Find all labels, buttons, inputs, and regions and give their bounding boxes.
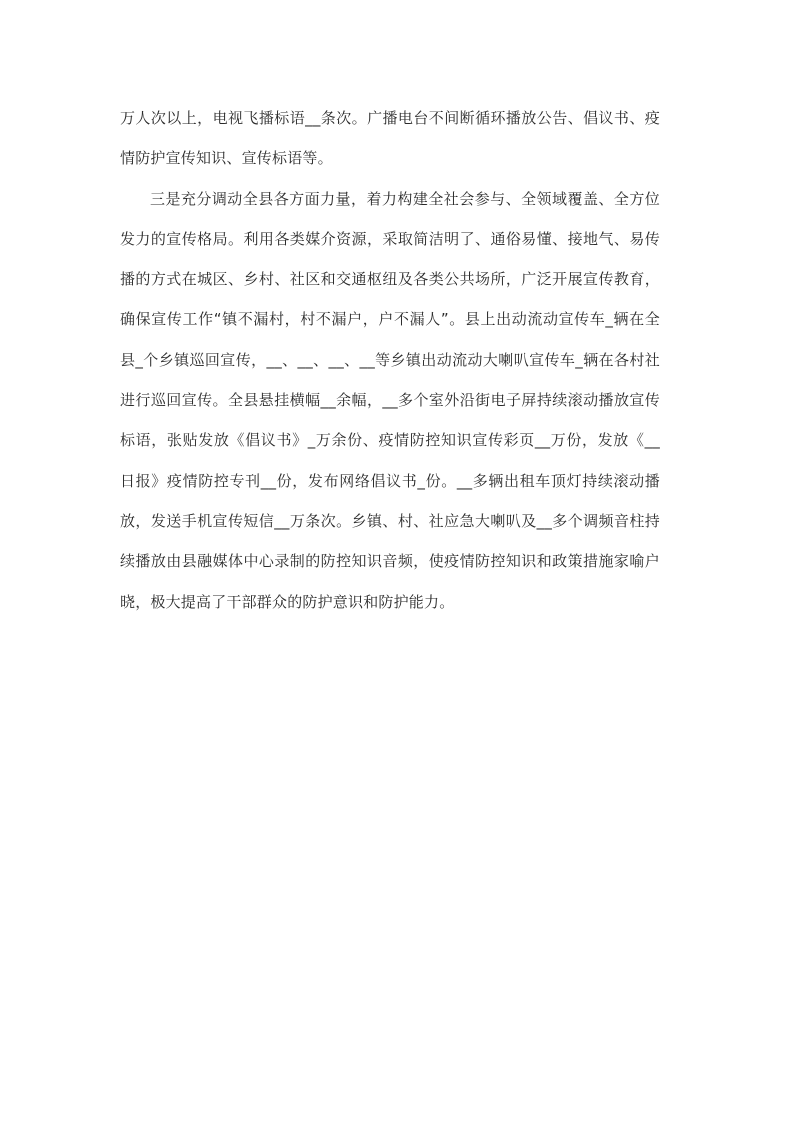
paragraph-propaganda-pattern: 三是充分调动全县各方面力量，着力构建全社会参与、全领域覆盖、全方位发力的宣传格局。利用各类媒介资源，采取简洁明了、通俗易懂、接地气、易传播的方式在城区、乡村、社区和交通枢纽及各类公共场所，广泛开展宣传教育，确保宣传工作“镇不漏村，村不漏户，户不漏人”。县上出动流动宣传车_辆在全县_个乡镇巡回宣传，__、__、__、__等乡镇出动流动大喇叭宣传车_辆在各村社进行巡回宣传。全县悬挂横幅__余幅，__多个室外沿街电子屏持续滚动播放宣传标语，张贴发放《倡议书》_万余份、疫情防控知识宣传彩页__万份，发放《__日报》疫情防控专刊__份，发布网络倡议书_份。__多辆出租车顶灯持续滚动播放，发送手机宣传短信__万条次。乡镇、村、社应急大喇叭及__多个调频音柱持续播放由县融媒体中心录制的防控知识音频，使疫情防控知识和政策措施家喻户晓，极大提高了干部群众的防护意识和防护能力。 [120,189,660,611]
paragraph-continuation: 万人次以上，电视飞播标语__条次。广播电台不间断循环播放公告、倡议书、疫情防护宣传知识、宣传标语等。 [120,109,660,168]
document-body [120,98,660,622]
